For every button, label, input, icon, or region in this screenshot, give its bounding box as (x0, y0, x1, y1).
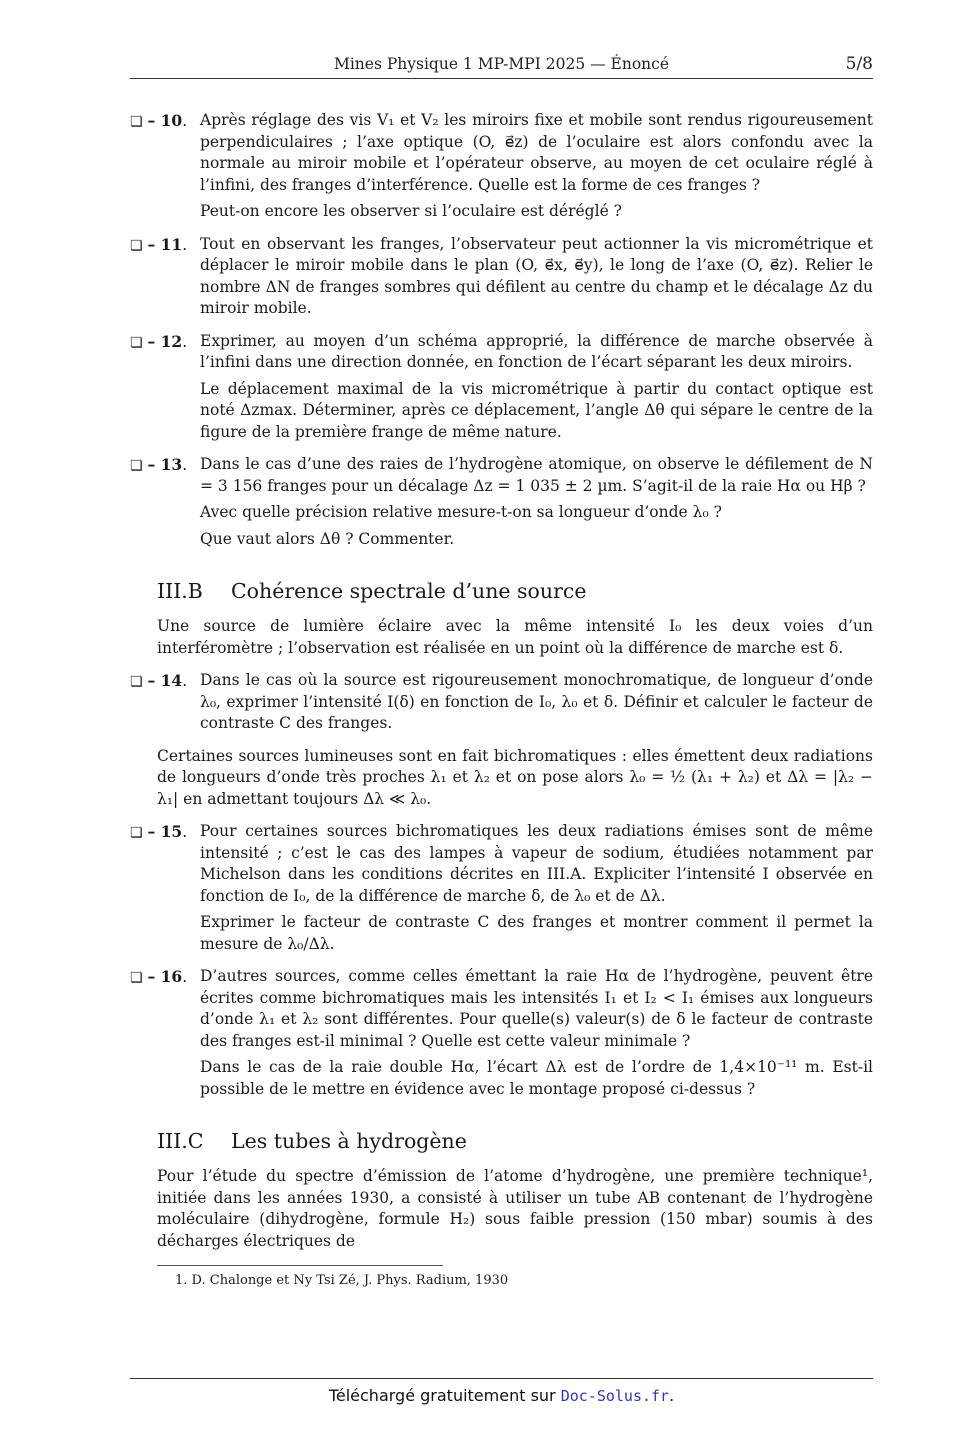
question-text: D’autres sources, comme celles émettant la raie Hα de l’hydrogène, peuvent être écrites comme bichromatiques mais les intensités I₁ et I₂ < I₁ émises aux longueurs d’onde λ₁ et λ₂ sont différentes. Pour quelle(s) valeur(s) de δ le facteur de contraste des franges est-il minimal ? Quelle est cette valeur minimale ? (200, 967, 873, 1050)
doc-solus-link[interactable]: Doc-Solus.fr (560, 1387, 670, 1405)
checkbox-icon: ❏ (130, 458, 143, 474)
checkbox-icon: ❏ (130, 114, 143, 130)
section-title: Cohérence spectrale d’une source (231, 579, 587, 603)
page-content (130, 110, 873, 1289)
section-intro: Une source de lumière éclaire avec la même intensité I₀ les deux voies d’un interféromètre ; l’observation est réalisée en un point où la différence de marche est δ. (157, 617, 873, 657)
section-heading-IIIB (157, 578, 873, 604)
question-label: ❏ – 14. (130, 671, 188, 690)
question-text: Après réglage des vis V₁ et V₂ les miroirs fixe et mobile sont rendus rigoureusement perpendiculaires ; l’axe optique (O, e⃗z) de l’oculaire est alors confondu avec la normale au miroir mobile et l’opérateur observe, au moyen de cet oculaire réglé à l’infini, des franges d’interférence. Quelle est la forme de ces franges ? (200, 111, 873, 194)
question-text: Que vaut alors Δθ ? Commenter. (200, 529, 455, 548)
checkbox-icon: ❏ (130, 970, 143, 986)
question-text: Tout en observant les franges, l’observateur peut actionner la vis micrométrique et déplacer le miroir mobile dans le plan (O, e⃗x, e⃗y), le long de l’axe (O, e⃗z). Relier le nombre ΔN de franges sombres qui défilent au centre du champ et le décalage Δz du miroir mobile. (200, 234, 873, 317)
question-text: Exprimer, au moyen d’un schéma approprié, la différence de marche observée à l’infini dans une direction donnée, en fonction de l’écart séparant les deux miroirs. (200, 331, 873, 371)
question-number: – 11 (147, 234, 183, 254)
question-label: ❏ – 16. (130, 967, 188, 986)
question-12 (130, 331, 873, 444)
question-label: ❏ – 15. (130, 822, 188, 841)
page-footer (130, 1386, 873, 1405)
page-header (130, 54, 873, 79)
section-number: III.C (157, 1129, 204, 1153)
question-number: – 10 (147, 111, 183, 130)
question-number: – 13 (147, 455, 183, 474)
footer-rule (130, 1378, 873, 1379)
question-text: Le déplacement maximal de la vis micrométrique à partir du contact optique est noté Δzmax. Déterminer, après ce déplacement, l’angle Δθ qui sépare le centre de la figure de la première frange de même nature. (200, 379, 873, 441)
question-15 (130, 821, 873, 955)
question-label: ❏ – 10. (130, 111, 188, 130)
question-label: ❏ – 11. (130, 234, 188, 254)
question-text: Peut-on encore les observer si l’oculaire est déréglé ? (200, 202, 622, 220)
footer-suffix: . (669, 1386, 675, 1405)
question-10 (130, 110, 873, 223)
footnote-rule (157, 1265, 443, 1266)
question-text: Dans le cas d’une des raies de l’hydrogène atomique, on observe le défilement de N = 3 156 franges pour un décalage Δz = 1 035 ± 2 µm. S’agit-il de la raie Hα ou Hβ ? (200, 455, 873, 495)
question-16 (130, 966, 873, 1100)
question-11 (130, 234, 873, 320)
checkbox-icon: ❏ (130, 825, 143, 841)
question-14 (130, 670, 873, 735)
bichromatic-paragraph: Certaines sources lumineuses sont en fait bichromatiques : elles émettent deux radiations de longueurs d’onde très proches λ₁ et λ₂ et on pose alors λ₀ = ½ (λ₁ + λ₂) et Δλ = |λ₂ − λ₁| en admettant toujours Δλ ≪ λ₀. (157, 746, 873, 808)
question-text: Avec quelle précision relative mesure-t-on sa longueur d’onde λ₀ ? (200, 503, 722, 521)
question-number: – 12 (147, 331, 183, 351)
checkbox-icon: ❏ (130, 334, 143, 351)
question-label: ❏ – 13. (130, 455, 188, 474)
header-title: Mines Physique 1 MP-MPI 2025 — Énoncé (333, 55, 670, 73)
section-title: Les tubes à hydrogène (231, 1129, 467, 1153)
section-number: III.B (157, 579, 203, 603)
section-heading-IIIC (157, 1128, 873, 1154)
question-13 (130, 454, 873, 550)
footnote: 1. D. Chalonge et Ny Tsi Zé, J. Phys. Radium, 1930 (175, 1273, 509, 1288)
question-number: – 16 (147, 967, 183, 986)
question-text: Pour certaines sources bichromatiques les deux radiations émises sont de même intensité ; c’est le cas des lampes à vapeur de sodium, étudiées notamment par Michelson dans les conditions décrites en III.A. Expliciter l’intensité I observée en fonction de I₀, de la différence de marche δ, de λ₀ et de Δλ. (200, 822, 873, 905)
question-text: Dans le cas où la source est rigoureusement monochromatique, de longueur d’onde λ₀, exprimer l’intensité I(δ) en fonction de I₀, λ₀ et δ. Définir et calculer le facteur de contraste C des franges. (200, 671, 873, 732)
page-number: 5/8 (845, 54, 873, 74)
checkbox-icon: ❏ (130, 674, 143, 690)
question-label: ❏ – 12. (130, 331, 188, 351)
footer-prefix: Téléchargé gratuitement sur (328, 1386, 556, 1405)
checkbox-icon: ❏ (130, 237, 143, 254)
question-text: Exprimer le facteur de contraste C des franges et montrer comment il permet la mesure de λ₀/Δλ. (200, 913, 873, 953)
question-number: – 14 (147, 671, 183, 690)
section-intro: Pour l’étude du spectre d’émission de l’atome d’hydrogène, une première technique¹, initiée dans les années 1930, a consisté à utiliser un tube AB contenant de l’hydrogène moléculaire (dihydrogène, formule H₂) sous faible pression (150 mbar) soumis à des décharges électriques de (157, 1167, 873, 1250)
question-number: – 15 (147, 822, 183, 841)
question-text: Dans le cas de la raie double Hα, l’écart Δλ est de l’ordre de 1,4×10⁻¹¹ m. Est-il possible de le mettre en évidence avec le montage proposé ci-dessus ? (200, 1058, 873, 1098)
